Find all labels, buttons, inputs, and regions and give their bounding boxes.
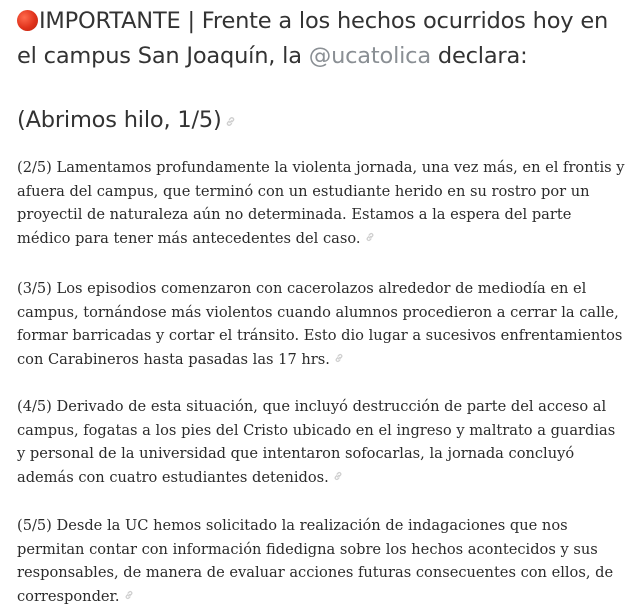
link-icon[interactable] xyxy=(333,471,343,481)
tweet-text: (3/5) Los episodios comenzaron con cacerolazos alrededor de mediodía en el campus, tornándose más violentos cuando alumnos procedieron a cerrar la calle, formar barricadas y cortar el tránsito. Esto dio lugar a sucesivos enfrentamientos con Carabineros hasta pasadas las 17 hrs. xyxy=(17,280,623,368)
link-icon[interactable] xyxy=(124,590,134,600)
thread-intro xyxy=(17,105,236,135)
link-icon[interactable] xyxy=(225,116,236,127)
mention-link[interactable]: @ucatolica xyxy=(308,43,431,69)
tweet-text: (4/5) Derivado de esta situación, que incluyó destrucción de parte del acceso al campus, fogatas a los pies del Cristo ubicado en el ingreso y maltrato a guardias y personal de la universidad que intentaron sofocarlas, la jornada concluyó además con cuatro estudiantes detenidos. xyxy=(17,398,616,486)
headline-suffix: declara: xyxy=(430,43,528,69)
headline-text: IMPORTANTE | Frente a los hechos ocurridos hoy en el campus San Joaquín, la xyxy=(17,8,609,69)
thread-container xyxy=(17,0,625,605)
thread-tweet-3 xyxy=(17,277,625,371)
thread-tweet-5 xyxy=(17,514,625,608)
tweet-text: (5/5) Desde la UC hemos solicitado la realización de indagaciones que nos permitan contar con información fidedigna sobre los hechos acontecidos y sus responsables, de manera de evaluar acciones futuras consecuentes con ellos, de corresponder. xyxy=(17,517,614,605)
red-circle-icon xyxy=(17,10,38,31)
link-icon[interactable] xyxy=(334,353,344,363)
thread-intro-text: (Abrimos hilo, 1/5) xyxy=(17,107,222,133)
link-icon[interactable] xyxy=(365,232,375,242)
tweet-text: (2/5) Lamentamos profundamente la violenta jornada, una vez más, en el frontis y afuera del campus, que terminó con un estudiante herido en su rostro por un proyectil de naturaleza aún no determinada. Estamos a la espera del parte médico para tener más antecedentes del caso. xyxy=(17,159,625,247)
headline xyxy=(17,0,625,74)
thread-tweet-2 xyxy=(17,156,625,250)
thread-tweet-4 xyxy=(17,395,625,489)
